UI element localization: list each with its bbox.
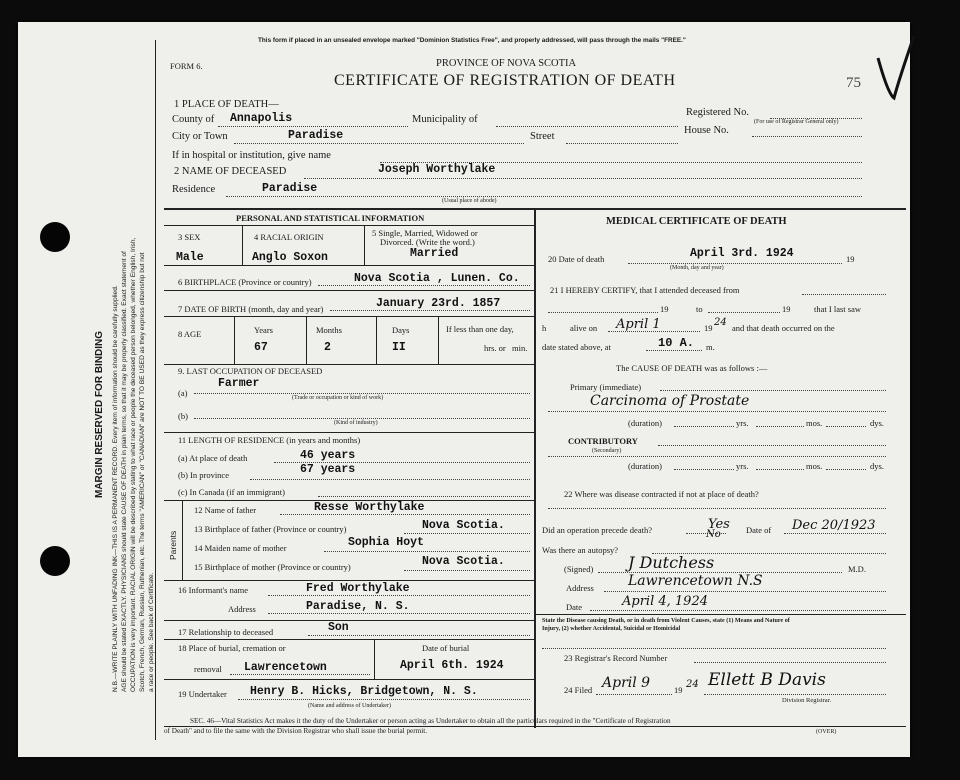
marital-label-1: 5 Single, Married, Widowed or bbox=[372, 228, 478, 238]
time-of-death: 10 A. bbox=[658, 336, 695, 350]
last-saw-label: that I last saw bbox=[814, 304, 861, 314]
relationship-line bbox=[308, 635, 530, 636]
res-b-line bbox=[250, 479, 530, 480]
contributory-line-1 bbox=[658, 445, 886, 446]
registrar-general-note: (For use of Registrar General only) bbox=[754, 119, 839, 125]
age-col-2 bbox=[306, 316, 307, 364]
relationship-label: 17 Relationship to deceased bbox=[178, 627, 274, 637]
certificate-title: CERTIFICATE OF REGISTRATION OF DEATH bbox=[334, 72, 676, 89]
alive-year-19: 19 bbox=[704, 323, 713, 333]
contracted-label: 22 Where was disease contracted if not at place of death? bbox=[564, 489, 759, 499]
attended-to-line bbox=[708, 312, 780, 313]
residence-line bbox=[226, 196, 862, 197]
house-no-label: House No. bbox=[684, 125, 729, 136]
sec-46-line-1: SEC. 46—Vital Statistics Act makes it the duty of the Undertaker or person acting as Undertaker to obtain all the particulars required in the "Certificate of Registration bbox=[190, 717, 671, 725]
days-label: Days bbox=[392, 325, 410, 335]
removal-label: removal bbox=[194, 664, 222, 674]
age-col-4 bbox=[438, 316, 439, 364]
to-label: to bbox=[696, 304, 703, 314]
relationship-value: Son bbox=[328, 621, 349, 634]
form-number: FORM 6. bbox=[170, 61, 203, 71]
institution-label: If in hospital or institution, give name bbox=[172, 150, 331, 161]
date-of-death-line bbox=[628, 263, 842, 264]
contributory-duration-label: (duration) bbox=[628, 461, 662, 471]
occupation-b-label: (b) bbox=[178, 411, 188, 421]
personal-info-heading: PERSONAL AND STATISTICAL INFORMATION bbox=[236, 213, 425, 223]
column-divider bbox=[534, 208, 536, 728]
place-of-death-label: 1 PLACE OF DEATH— bbox=[174, 99, 279, 110]
signed-date-value: April 4, 1924 bbox=[622, 594, 708, 609]
informant-name-value: Fred Worthylake bbox=[306, 582, 410, 595]
row-16-rule bbox=[164, 620, 534, 621]
father-birthplace-value: Nova Scotia. bbox=[422, 519, 505, 532]
registrar-record-label: 23 Registrar's Record Number bbox=[564, 653, 668, 663]
autopsy-value: No bbox=[706, 529, 721, 540]
contributory-label: CONTRIBUTORY bbox=[568, 436, 638, 446]
mail-notice: This form if placed in an unsealed envelope marked "Dominion Statistics Free", and properly addressed, will pass through the mails "FREE." bbox=[258, 37, 686, 44]
marital-value: Married bbox=[410, 247, 459, 260]
sec-46-line-2: of Death" and to file the same with the Division Registrar who shall issue the burial permit. bbox=[164, 727, 428, 735]
certify-line bbox=[802, 294, 886, 295]
row-7-rule bbox=[164, 316, 534, 317]
municipality-label: Municipality of bbox=[412, 114, 478, 125]
row-6-rule bbox=[164, 290, 534, 291]
deceased-name-label: 2 NAME OF DECEASED bbox=[174, 166, 287, 177]
age-col-1 bbox=[234, 316, 235, 364]
undertaker-value: Henry B. Hicks, Bridgetown, N. S. bbox=[250, 685, 478, 698]
municipality-line bbox=[496, 126, 678, 127]
check-mark-icon bbox=[876, 36, 916, 106]
residence-c-label: (c) In Canada (if an immigrant) bbox=[178, 487, 285, 497]
city-line bbox=[234, 143, 524, 144]
primary-duration-label: (duration) bbox=[628, 418, 662, 428]
years-label: Years bbox=[254, 325, 273, 335]
date-of-death-label: 20 Date of death bbox=[548, 254, 605, 264]
hrs-label: hrs. or bbox=[484, 343, 506, 353]
contributory-line-2 bbox=[548, 456, 886, 457]
deceased-name-value: Joseph Worthylake bbox=[378, 163, 496, 176]
street-line bbox=[566, 143, 678, 144]
marital-label-2: Divorced. (Write the word.) bbox=[380, 237, 475, 247]
occupation-label: 9. LAST OCCUPATION OF DECEASED bbox=[178, 366, 323, 376]
alive-on-label: alive on bbox=[570, 323, 598, 333]
registrar-sig-line bbox=[704, 694, 886, 695]
province-heading: PROVINCE OF NOVA SCOTIA bbox=[436, 58, 577, 69]
signed-date-label: Date bbox=[566, 602, 583, 612]
binding-note-line-4: Scotch, French, German, Russian, Ruthenian, etc. The terms "AMERICAN" or "CANADIAN" are NOT TO BE USED as they express citizenship but not bbox=[139, 252, 146, 692]
occupation-note-b: (Kind of industry) bbox=[334, 420, 378, 426]
county-label: County of bbox=[172, 114, 215, 125]
binding-note-line-5: a race or people. See back of Certificate. bbox=[148, 572, 155, 692]
deceased-name-line bbox=[304, 178, 862, 179]
mother-name-label: 14 Maiden name of mother bbox=[194, 543, 287, 553]
physician-address-label: Address bbox=[566, 583, 594, 593]
county-value: Annapolis bbox=[230, 112, 293, 125]
res-c-line bbox=[318, 496, 530, 497]
alive-year-24: 24 bbox=[714, 317, 727, 328]
registered-no-label: Registered No. bbox=[686, 107, 749, 118]
informant-address-line bbox=[268, 613, 530, 614]
contrib-mos-line bbox=[756, 469, 804, 470]
racial-origin-value: Anglo Soxon bbox=[252, 251, 328, 264]
months-value: 2 bbox=[324, 341, 331, 354]
autopsy-label: Was there an autopsy? bbox=[542, 545, 619, 555]
cause-of-death-label: The CAUSE OF DEATH was as follows :— bbox=[616, 363, 768, 373]
residence-b-label: (b) In province bbox=[178, 470, 229, 480]
racial-origin-label: 4 RACIAL ORIGIN bbox=[254, 232, 324, 242]
contributory-dys: dys. bbox=[870, 461, 884, 471]
occupation-a-label: (a) bbox=[178, 388, 188, 398]
row-3-rule bbox=[164, 265, 534, 266]
record-number-line bbox=[694, 662, 886, 663]
registrar-signature: Ellett B Davis bbox=[708, 670, 826, 690]
row-18-rule bbox=[164, 679, 534, 680]
operation-date-value: Dec 20/1923 bbox=[792, 518, 876, 533]
race-col-rule bbox=[364, 225, 365, 265]
informant-name-label: 16 Informant's name bbox=[178, 585, 248, 595]
binder-hole-top bbox=[40, 222, 70, 252]
md-label: M.D. bbox=[848, 564, 866, 574]
informant-address-value: Paradise, N. S. bbox=[306, 600, 410, 613]
abode-note: (Usual place of abode) bbox=[442, 198, 497, 204]
residence-label: Residence bbox=[172, 184, 216, 195]
primary-label: Primary (immediate) bbox=[570, 382, 642, 392]
mother-bp-line bbox=[404, 570, 530, 571]
alive-prefix: h bbox=[542, 323, 547, 333]
occupation-note-a: (Trade or occupation or kind of work) bbox=[292, 395, 384, 401]
violent-causes-note-1: State the Disease causing Death, or in death from Violent Causes, state (1) Means and Nature of bbox=[542, 618, 790, 624]
informant-line bbox=[268, 595, 530, 596]
residence-a-label: (a) At place of death bbox=[178, 453, 248, 463]
father-birthplace-label: 13 Birthplace of father (Province or country) bbox=[194, 524, 347, 534]
birthplace-line bbox=[318, 285, 530, 286]
city-label: City or Town bbox=[172, 131, 228, 142]
sex-value: Male bbox=[176, 251, 204, 264]
violent-line-1 bbox=[542, 648, 886, 649]
row-17-rule bbox=[164, 639, 534, 640]
street-label: Street bbox=[530, 131, 555, 142]
father-line bbox=[280, 514, 530, 515]
county-line bbox=[218, 126, 408, 127]
personal-heading-rule bbox=[164, 225, 534, 226]
less-than-day-label: If less than one day, bbox=[446, 324, 514, 334]
burial-col-rule bbox=[374, 639, 375, 679]
date-of-death-19: 19 bbox=[846, 254, 855, 264]
binding-note-line-2: AGE should be stated EXACTLY. PHYSICIANS should state CAUSE OF DEATH in plain terms, so that it may be properly classified. Exact statement of bbox=[121, 251, 128, 692]
days-value: II bbox=[392, 341, 406, 354]
death-certificate-page bbox=[18, 22, 910, 757]
alive-on-line bbox=[608, 331, 700, 332]
filed-date-line bbox=[596, 694, 672, 695]
min-label: min. bbox=[512, 343, 528, 353]
father-name-label: 12 Name of father bbox=[194, 505, 257, 515]
signed-label: (Signed) bbox=[564, 564, 594, 574]
dob-line bbox=[330, 310, 530, 311]
row-9-rule bbox=[164, 432, 534, 433]
length-of-residence-label: 11 LENGTH OF RESIDENCE (in years and months) bbox=[178, 435, 361, 445]
violent-note-rule bbox=[534, 614, 906, 615]
parents-col-rule bbox=[182, 500, 183, 580]
row-15-rule bbox=[164, 580, 534, 581]
binder-hole-bottom bbox=[40, 546, 70, 576]
row-8-rule bbox=[164, 364, 534, 365]
mother-name-value: Sophia Hoyt bbox=[348, 536, 424, 549]
to-19: 19 bbox=[782, 304, 791, 314]
residence-value: Paradise bbox=[262, 182, 318, 195]
dob-label: 7 DATE OF BIRTH (month, day and year) bbox=[178, 304, 324, 314]
industry-line bbox=[194, 418, 530, 419]
physician-address-value: Lawrencetown N.S bbox=[628, 573, 763, 589]
residence-b-value: 67 years bbox=[300, 463, 356, 476]
attended-from-line bbox=[548, 312, 658, 313]
certify-label: 21 I HEREBY CERTIFY, that I attended deceased from bbox=[550, 285, 740, 295]
mother-birthplace-value: Nova Scotia. bbox=[422, 555, 505, 568]
age-col-3 bbox=[376, 316, 377, 364]
over-label: (OVER) bbox=[816, 729, 837, 735]
burial-label: 18 Place of burial, cremation or bbox=[178, 643, 286, 653]
residence-a-value: 46 years bbox=[300, 449, 356, 462]
primary-line-1 bbox=[660, 390, 886, 391]
time-suffix: m. bbox=[706, 342, 715, 352]
primary-cause-value: Carcinoma of Prostate bbox=[590, 393, 750, 409]
months-label: Months bbox=[316, 325, 342, 335]
time-line bbox=[646, 350, 702, 351]
father-bp-line bbox=[404, 533, 530, 534]
physician-signature: J Dutchess bbox=[628, 553, 715, 572]
date-of-death-value: April 3rd. 1924 bbox=[690, 247, 794, 260]
primary-dys: dys. bbox=[870, 418, 884, 428]
physician-address-line bbox=[604, 591, 886, 592]
undertaker-line bbox=[238, 699, 530, 700]
undertaker-label: 19 Undertaker bbox=[178, 689, 227, 699]
sex-col-rule bbox=[242, 225, 243, 265]
operation-label: Did an operation precede death? bbox=[542, 525, 652, 535]
occupation-value: Farmer bbox=[218, 377, 260, 390]
signed-date-line bbox=[590, 610, 886, 611]
burial-place-line bbox=[230, 674, 370, 675]
secondary-label: (Secondary) bbox=[592, 448, 622, 454]
contracted-line bbox=[548, 508, 886, 509]
contrib-dys-line bbox=[826, 469, 866, 470]
parents-label: Parents bbox=[168, 530, 178, 560]
primary-mos: mos. bbox=[806, 418, 823, 428]
city-value: Paradise bbox=[288, 129, 344, 142]
undertaker-note: (Name and address of Undertaker) bbox=[308, 703, 391, 709]
filed-label: 24 Filed bbox=[564, 685, 593, 695]
filed-year-19: 19 bbox=[674, 685, 683, 695]
operation-value: Yes bbox=[708, 517, 730, 532]
burial-date-label: Date of burial bbox=[422, 643, 470, 653]
primary-line-2 bbox=[548, 411, 886, 412]
mother-birthplace-label: 15 Birthplace of mother (Province or country) bbox=[194, 562, 351, 572]
binding-margin-rule bbox=[155, 40, 156, 740]
date-stated-label: date stated above, at bbox=[542, 342, 611, 352]
contributory-yrs: yrs. bbox=[736, 461, 749, 471]
violent-causes-note-2: Injury, (2) whether Accidental, Suicidal or Homicidal bbox=[542, 626, 681, 632]
age-label: 8 AGE bbox=[178, 329, 202, 339]
birthplace-value: Nova Scotia , Lunen. Co. bbox=[354, 272, 520, 285]
alive-on-date: April 1 bbox=[616, 317, 661, 332]
division-registrar-label: Division Registrar. bbox=[782, 697, 832, 704]
dob-value: January 23rd. 1857 bbox=[376, 297, 501, 310]
sex-label: 3 SEX bbox=[178, 232, 201, 242]
years-value: 67 bbox=[254, 341, 268, 354]
medical-certificate-heading: MEDICAL CERTIFICATE OF DEATH bbox=[606, 216, 787, 227]
occupation-line bbox=[194, 393, 530, 394]
date-of-death-note: (Month, day and year) bbox=[670, 265, 724, 271]
house-line bbox=[752, 136, 862, 137]
informant-address-label: Address bbox=[228, 604, 256, 614]
operation-date-label: Date of bbox=[746, 525, 772, 535]
death-occurred-label: and that death occurred on the bbox=[732, 323, 835, 333]
filed-date-value: April 9 bbox=[602, 675, 651, 691]
contrib-yrs-line bbox=[674, 469, 734, 470]
primary-dur-yrs-line bbox=[674, 426, 734, 427]
filed-year-24: 24 bbox=[686, 679, 699, 690]
binding-margin-label: MARGIN RESERVED FOR BINDING bbox=[94, 330, 105, 498]
birthplace-label: 6 BIRTHPLACE (Province or country) bbox=[178, 277, 312, 287]
primary-dur-mos-line bbox=[756, 426, 804, 427]
primary-dur-dys-line bbox=[826, 426, 866, 427]
binding-note-line-1: N.B.—WRITE PLAINLY WITH UNFADING INK—THIS IS A PERMANENT RECORD. Every item of information should be carefully supplied. bbox=[112, 285, 119, 692]
operation-date-line bbox=[784, 533, 886, 534]
mother-line bbox=[324, 551, 530, 552]
binding-note-line-3: OCCUPATION is very important. RACIAL ORIGIN will be described by stating to what race or people the deceased person belonged, whether English, Irish, bbox=[130, 237, 137, 692]
contributory-mos: mos. bbox=[806, 461, 823, 471]
burial-date-value: April 6th. 1924 bbox=[400, 659, 504, 672]
burial-place-value: Lawrencetown bbox=[244, 661, 327, 674]
primary-yrs: yrs. bbox=[736, 418, 749, 428]
from-19: 19 bbox=[660, 304, 669, 314]
father-name-value: Resse Worthylake bbox=[314, 501, 425, 514]
page-number: 75 bbox=[846, 75, 861, 91]
